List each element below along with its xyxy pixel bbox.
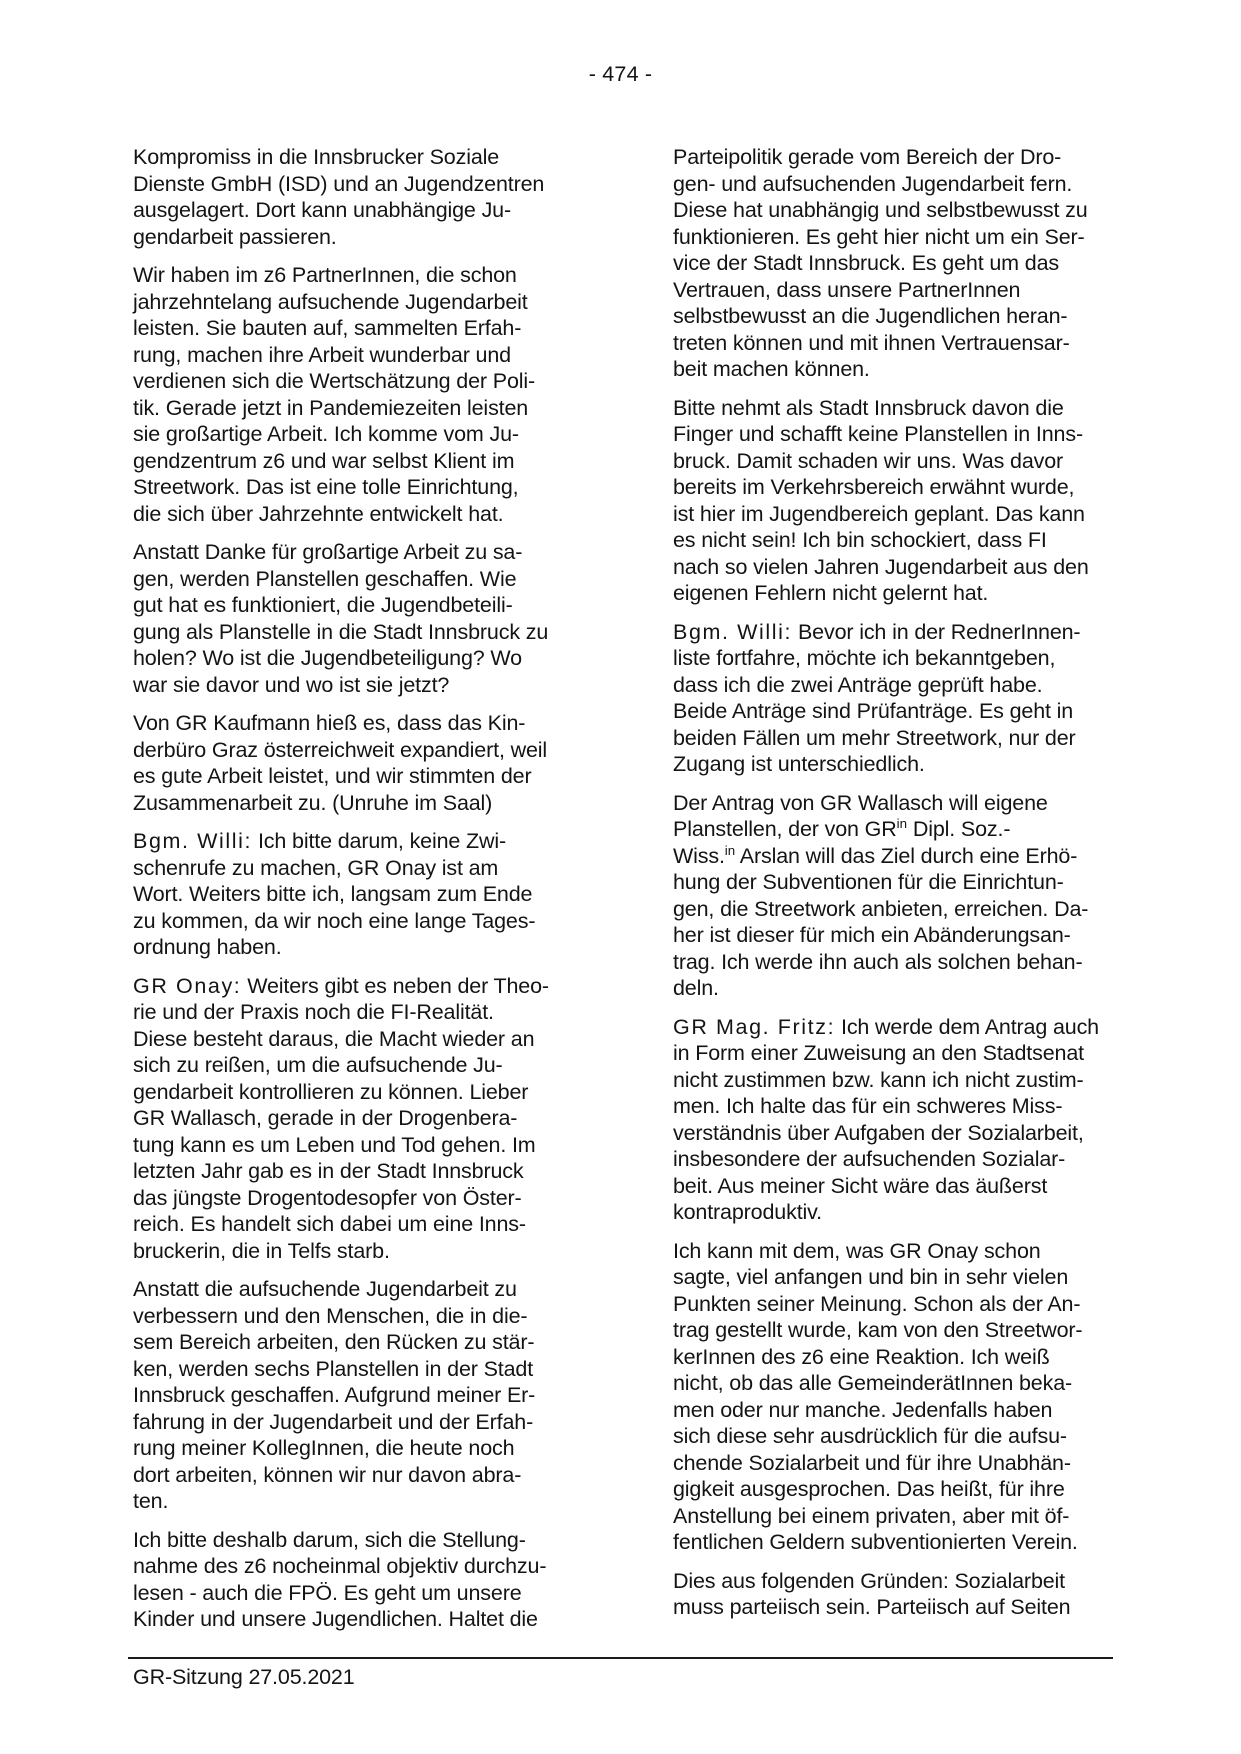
text-line: sie großartige Arbeit. Ich komme vom Ju-	[133, 422, 519, 446]
paragraph	[673, 144, 1143, 383]
paragraph	[673, 1014, 1143, 1226]
paragraph	[673, 1568, 1143, 1621]
text-line: derbüro Graz österreichweit expandiert, weil	[133, 737, 548, 762]
text-line: sich zu reißen, um die aufsuchende Ju-	[133, 1053, 503, 1077]
text-line: funktionieren. Es geht hier nicht um ein Ser-	[673, 224, 1085, 249]
text-line: jahrzehntelang aufsuchende Jugendarbeit	[133, 289, 528, 314]
text-line: fentlichen Geldern subventionierten Verein.	[673, 1530, 1078, 1554]
text-line: GR Onay: Weiters gibt es neben der Theo-	[133, 973, 549, 998]
text-line: verdienen sich die Wertschätzung der Poli-	[133, 369, 536, 393]
text-line: insbesondere der aufsuchenden Sozialar-	[673, 1147, 1066, 1171]
paragraph	[133, 973, 603, 1265]
text-line: Ich kann mit dem, was GR Onay schon	[673, 1238, 1041, 1263]
text-line: Bgm. Willi: Bevor ich in der RednerInnen-	[673, 619, 1081, 644]
text-line: chende Sozialarbeit und für ihre Unabhän-	[673, 1450, 1071, 1475]
text-line: in Form einer Zuweisung an den Stadtsenat	[673, 1041, 1084, 1065]
text-line: tung kann es um Leben und Tod gehen. Im	[133, 1132, 536, 1157]
footer-divider	[128, 1657, 1113, 1659]
text-line: Finger und schafft keine Planstellen in Inns-	[673, 422, 1083, 446]
text-line: Punkten seiner Meinung. Schon als der An-	[673, 1291, 1081, 1316]
text-line: rung, machen ihre Arbeit wunderbar und	[133, 342, 511, 367]
footer-text: GR-Sitzung 27.05.2021	[133, 1665, 355, 1689]
text-line: sagte, viel anfangen und bin in sehr vielen	[673, 1265, 1069, 1289]
text-line: es nicht sein! Ich bin schockiert, dass FI	[673, 528, 1047, 552]
text-line: trag gestellt wurde, kam von den Streetwor-	[673, 1318, 1083, 1342]
text-line: Zusammenarbeit zu. (Unruhe im Saal)	[133, 790, 493, 815]
text-line: gung als Planstelle in die Stadt Innsbruck zu	[133, 619, 549, 644]
text-line: Vertrauen, dass unsere PartnerInnen	[673, 277, 1021, 302]
paragraph	[133, 262, 603, 527]
text-line: rung meiner KollegInnen, die heute noch	[133, 1436, 515, 1460]
text-line: tik. Gerade jetzt in Pandemiezeiten leisten	[133, 395, 529, 420]
text-line: Wort. Weiters bitte ich, langsam zum Ende	[133, 882, 533, 906]
paragraph	[133, 539, 603, 698]
text-line: gendarbeit passieren.	[133, 224, 337, 249]
text-line: nahme des z6 nocheinmal objektiv durchzu-	[133, 1554, 547, 1578]
text-line: gen, die Streetwork anbieten, erreichen. Da-	[673, 896, 1089, 921]
text-line: vice der Stadt Innsbruck. Es geht um das	[673, 251, 1059, 275]
text-line: ken, werden sechs Planstellen in der Stadt	[133, 1356, 534, 1381]
text-line: verständnis über Aufgaben der Sozialarbeit,	[673, 1120, 1084, 1145]
text-line: Zugang ist unterschiedlich.	[673, 752, 925, 776]
text-line: war sie davor und wo ist sie jetzt?	[133, 672, 450, 697]
text-line: nicht zustimmen bzw. kann ich nicht zustim-	[673, 1067, 1084, 1092]
text-line: nach so vielen Jahren Jugendarbeit aus den	[673, 554, 1089, 579]
text-line: Planstellen, der von $GR^{in}$ Dipl. Soz.-	[673, 815, 1011, 841]
text-line: Diese hat unabhängig und selbstbewusst zu	[673, 198, 1088, 222]
speaker-name: GR Onay:	[133, 973, 242, 998]
text-line: beit machen können.	[673, 357, 870, 381]
text-line: holen? Wo ist die Jugendbeteiligung? Wo	[133, 646, 522, 670]
text-line: kerInnen des z6 eine Reaktion. Ich weiß	[673, 1344, 1050, 1369]
speaker-name: GR Mag. Fritz:	[673, 1014, 836, 1039]
text-line: Kompromiss in die Innsbrucker Soziale	[133, 145, 500, 169]
paragraph	[133, 828, 603, 961]
text-line: fahrung in der Jugendarbeit und der Erfah-	[133, 1409, 534, 1434]
text-line: dort arbeiten, können wir nur davon abra-	[133, 1462, 522, 1487]
text-line: trag. Ich werde ihn auch als solchen behan-	[673, 949, 1083, 974]
text-line: Kinder und unsere Jugendlichen. Haltet die	[133, 1607, 538, 1631]
paragraph	[673, 1238, 1143, 1556]
text-line: Bgm. Willi: Ich bitte darum, keine Zwi-	[133, 829, 507, 853]
text-line: ten.	[133, 1489, 169, 1513]
text-line: dass ich die zwei Anträge geprüft habe.	[673, 672, 1043, 697]
text-line: reich. Es handelt sich dabei um eine Inns-	[133, 1212, 526, 1236]
text-line: ordnung haben.	[133, 935, 282, 959]
text-line: gen- und aufsuchenden Jugendarbeit fern.	[673, 171, 1073, 196]
superscript: in	[724, 842, 736, 858]
text-line: GR Wallasch, gerade in der Drogenbera-	[133, 1106, 518, 1130]
text-line: beiden Fällen um mehr Streetwork, nur der	[673, 725, 1076, 750]
text-line: zu kommen, da wir noch eine lange Tages-	[133, 908, 536, 933]
text-line: Parteipolitik gerade vom Bereich der Dro-	[673, 145, 1062, 169]
paragraph	[673, 790, 1143, 1002]
text-line: Innsbruck geschaffen. Aufgrund meiner Er-	[133, 1383, 536, 1407]
text-line: gen, werden Planstellen geschaffen. Wie	[133, 566, 517, 591]
text-line: Der Antrag von GR Wallasch will eigene	[673, 790, 1048, 815]
text-line: eigenen Fehlern nicht gelernt hat.	[673, 581, 989, 605]
text-line: hung der Subventionen für die Einrichtun-	[673, 870, 1064, 894]
text-line: bruckerin, die in Telfs starb.	[133, 1238, 390, 1263]
text-line: ist hier im Jugendbereich geplant. Das kann	[673, 501, 1085, 526]
text-line: lesen - auch die FPÖ. Es geht um unsere	[133, 1580, 522, 1605]
text-line: schenrufe zu machen, GR Onay ist am	[133, 855, 499, 880]
text-line: Von GR Kaufmann hieß es, dass das Kin-	[133, 711, 526, 735]
text-line: Wiss.$^{in}$ Arslan will das Ziel durch eine Erhö-	[673, 842, 1078, 868]
text-line: Diese besteht daraus, die Macht wieder an	[133, 1026, 535, 1051]
text-line: treten können und mit ihnen Vertrauensar-	[673, 330, 1070, 355]
text-line: men. Ich halte das für ein schweres Miss-	[673, 1094, 1063, 1118]
page-number: - 474 -	[588, 62, 653, 86]
text-line: selbstbewusst an die Jugendlichen heran-	[673, 304, 1068, 328]
text-line: gigkeit ausgesprochen. Das heißt, für ihre	[673, 1477, 1065, 1501]
text-line: bruck. Damit schaden wir uns. Was davor	[673, 448, 1064, 473]
text-line: Beide Anträge sind Prüfanträge. Es geht in	[673, 699, 1074, 723]
speaker-name: Bgm. Willi:	[133, 829, 253, 853]
text-line: kontraproduktiv.	[673, 1200, 822, 1224]
text-line: sich diese sehr ausdrücklich für die aufsu-	[673, 1424, 1067, 1448]
text-line: das jüngste Drogentodesopfer von Öster-	[133, 1185, 522, 1210]
text-line: Dies aus folgenden Gründen: Sozialarbeit	[673, 1568, 1066, 1593]
superscript: in	[896, 815, 907, 831]
text-line: gendarbeit kontrollieren zu können. Lieber	[133, 1079, 529, 1104]
text-line: gendzentrum z6 und war selbst Klient im	[133, 448, 515, 473]
text-line: Anstellung bei einem privaten, aber mit öf-	[673, 1503, 1070, 1528]
paragraph	[133, 144, 603, 250]
text-line: Wir haben im z6 PartnerInnen, die schon	[133, 263, 517, 287]
text-line: die sich über Jahrzehnte entwickelt hat.	[133, 501, 504, 526]
text-line: nicht, ob das alle GemeinderätInnen beka-	[673, 1371, 1073, 1395]
paragraph	[673, 619, 1143, 778]
text-line: GR Mag. Fritz: Ich werde dem Antrag auch	[673, 1014, 1099, 1039]
text-line: deln.	[673, 976, 719, 1000]
text-line: muss parteiisch sein. Parteiisch auf Seiten	[673, 1595, 1071, 1619]
paragraph	[133, 1527, 603, 1633]
text-line: Streetwork. Das ist eine tolle Einrichtung,	[133, 475, 519, 499]
text-line: Bitte nehmt als Stadt Innsbruck davon die	[673, 395, 1064, 420]
speaker-name: Bgm. Willi:	[673, 619, 793, 644]
text-line: Dienste GmbH (ISD) und an Jugendzentren	[133, 171, 545, 196]
text-line: men oder nur manche. Jedenfalls haben	[673, 1397, 1053, 1422]
text-line: leisten. Sie bauten auf, sammelten Erfah-	[133, 316, 522, 340]
text-column-right	[673, 144, 1143, 1633]
text-line: ausgelagert. Dort kann unabhängige Ju-	[133, 198, 511, 222]
text-line: Ich bitte deshalb darum, sich die Stellung-	[133, 1527, 526, 1552]
text-line: letzten Jahr gab es in der Stadt Innsbruck	[133, 1159, 524, 1183]
text-line: verbessern und den Menschen, die in die-	[133, 1303, 528, 1328]
text-line: liste fortfahre, möchte ich bekanntgeben,	[673, 646, 1056, 670]
text-line: Anstatt die aufsuchende Jugendarbeit zu	[133, 1277, 517, 1301]
text-line: Anstatt Danke für großartige Arbeit zu sa-	[133, 540, 523, 564]
paragraph	[673, 395, 1143, 607]
text-line: gut hat es funktioniert, die Jugendbeteili-	[133, 593, 513, 617]
paragraph	[133, 710, 603, 816]
text-line: es gute Arbeit leistet, und wir stimmten der	[133, 764, 532, 788]
text-line: bereits im Verkehrsbereich erwähnt wurde,	[673, 475, 1075, 499]
text-line: beit. Aus meiner Sicht wäre das äußerst	[673, 1173, 1048, 1198]
text-column-left	[133, 144, 603, 1645]
text-line: sem Bereich arbeiten, den Rücken zu stär-	[133, 1330, 535, 1354]
text-line: her ist dieser für mich ein Abänderungsan-	[673, 923, 1071, 947]
paragraph	[133, 1276, 603, 1515]
text-line: rie und der Praxis noch die FI-Realität.	[133, 1000, 494, 1024]
